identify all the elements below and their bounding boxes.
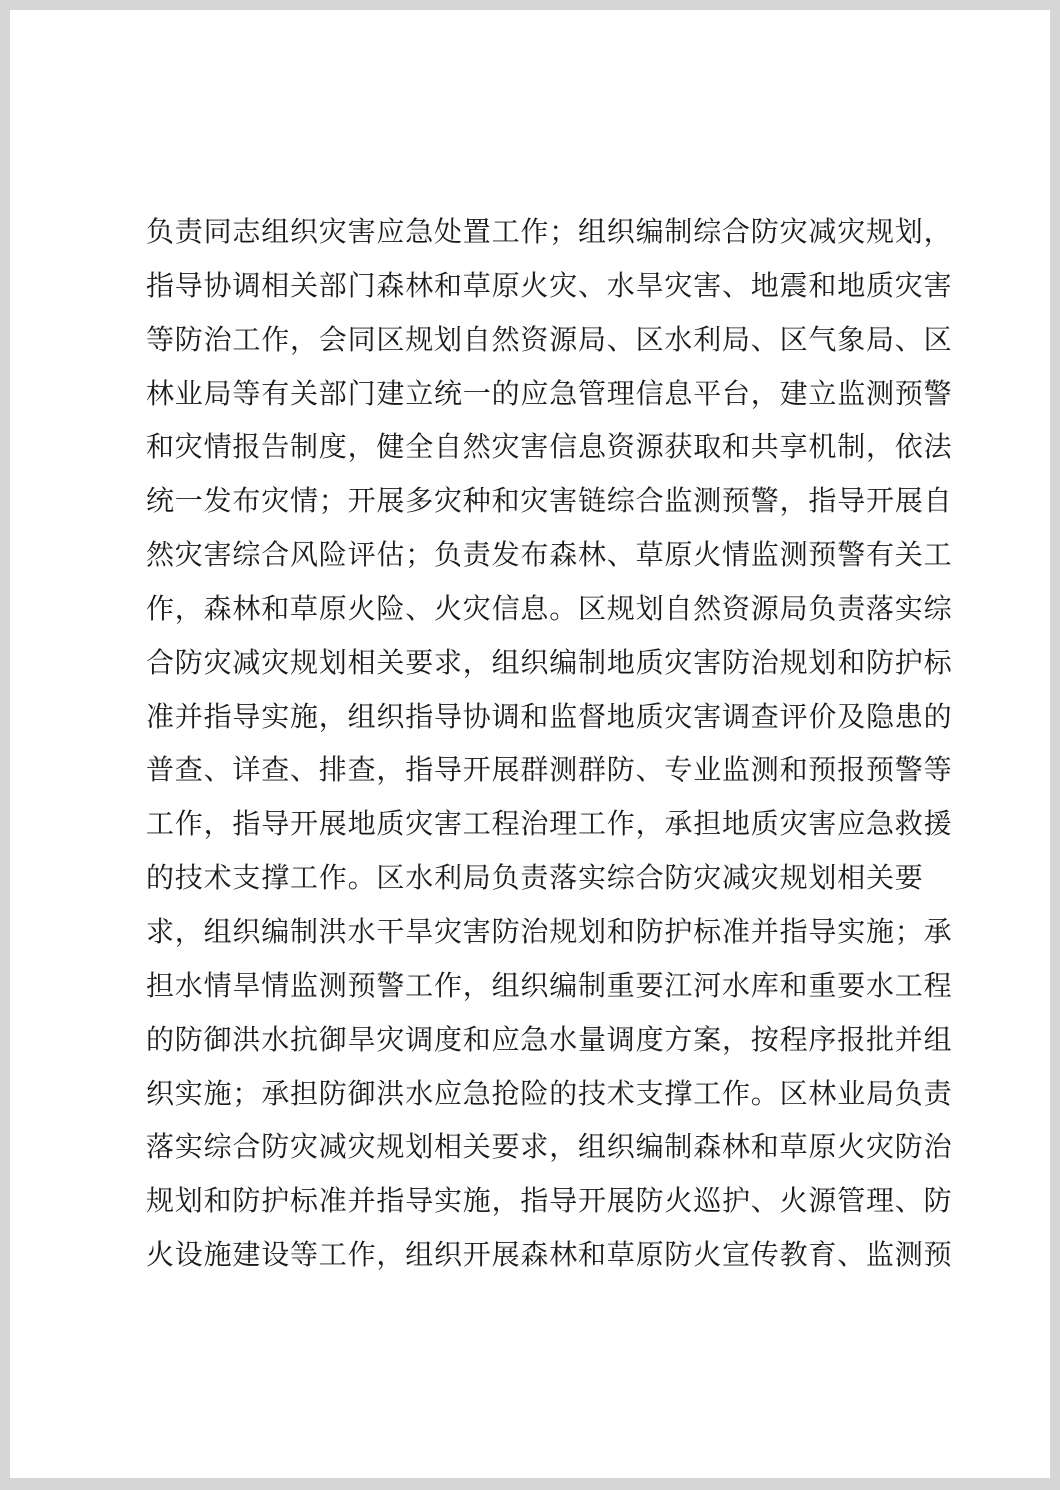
text-line: 普查、详查、排查，指导开展群测群防、专业监测和预报预警等	[146, 753, 953, 787]
body-text	[146, 205, 953, 1282]
text-line: 等防治工作，会同区规划自然资源局、区水利局、区气象局、区	[146, 322, 953, 356]
text-line: 织实施；承担防御洪水应急抢险的技术支撑工作。区林业局负责	[146, 1076, 953, 1110]
text-line: 落实综合防灾减灾规划相关要求，组织编制森林和草原火灾防治	[146, 1130, 953, 1164]
text-line: 统一发布灾情；开展多灾种和灾害链综合监测预警，指导开展自	[146, 484, 953, 518]
text-line: 作，森林和草原火险、火灾信息。区规划自然资源局负责落实综	[146, 591, 953, 625]
text-line: 负责同志组织灾害应急处置工作；组织编制综合防灾减灾规划，	[146, 215, 953, 248]
text-line: 合防灾减灾规划相关要求，组织编制地质灾害防治规划和防护标	[146, 645, 953, 679]
text-line: 的技术支撑工作。区水利局负责落实综合防灾减灾规划相关要	[146, 861, 924, 895]
text-line: 和灾情报告制度，健全自然灾害信息资源获取和共享机制，依法	[146, 430, 953, 464]
text-line: 规划和防护标准并指导实施，指导开展防火巡护、火源管理、防	[146, 1184, 953, 1218]
text-line: 林业局等有关部门建立统一的应急管理信息平台，建立监测预警	[146, 376, 953, 410]
text-line: 工作，指导开展地质灾害工程治理工作，承担地质灾害应急救援	[146, 807, 953, 841]
text-line: 然灾害综合风险评估；负责发布森林、草原火情监测预警有关工	[146, 538, 953, 572]
text-line: 担水情旱情监测预警工作，组织编制重要江河水库和重要水工程	[146, 968, 953, 1002]
text-line: 求，组织编制洪水干旱灾害防治规划和防护标准并指导实施；承	[146, 914, 953, 948]
text-line: 指导协调相关部门森林和草原火灾、水旱灾害、地震和地质灾害	[146, 268, 953, 302]
text-line: 准并指导实施，组织指导协调和监督地质灾害调查评价及隐患的	[146, 699, 953, 733]
document-page	[10, 10, 1050, 1478]
text-line: 火设施建设等工作，组织开展森林和草原防火宣传教育、监测预	[146, 1238, 953, 1272]
text-line: 的防御洪水抗御旱灾调度和应急水量调度方案，按程序报批并组	[146, 1022, 953, 1056]
